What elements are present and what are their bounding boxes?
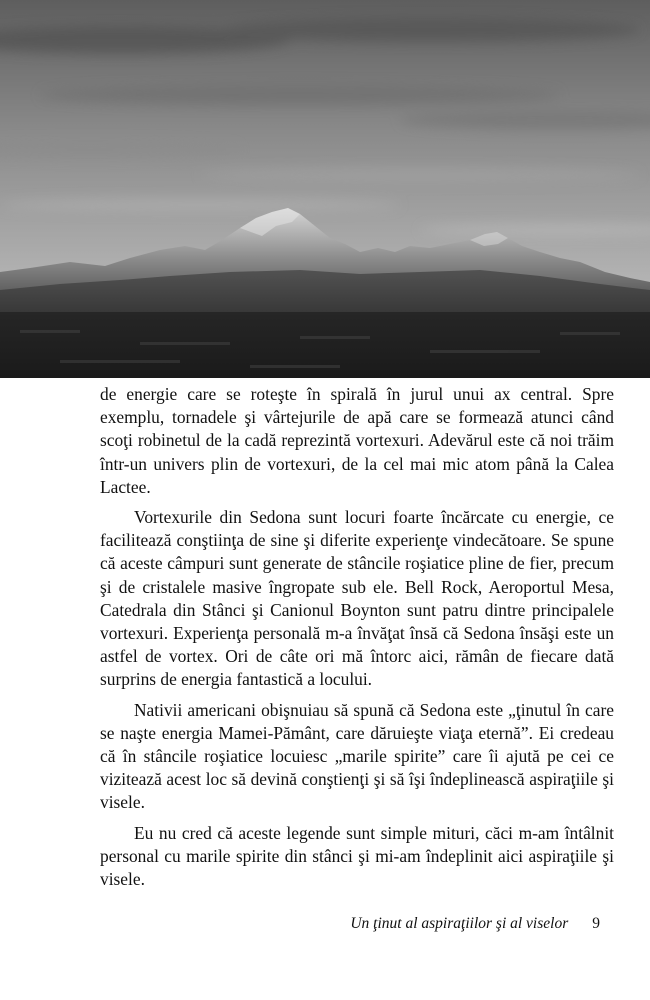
paragraph-continuation: de energie care se roteşte în spirală în jurul unui ax central. Spre exemplu, tornadele şi vârtejurile de apă care se formează atunci când scoţi robinetul de la cadă reprezintă vortexuri. Adevărul este că noi trăim într-un univers plin de vortexuri, de la cel mai mic atom până la Calea Lactee. xyxy=(100,384,614,497)
valley-ground xyxy=(0,312,650,378)
body-text xyxy=(100,383,614,898)
paragraph-native-americans: Nativii americani obişnuiau să spună că Sedona este „ţinutul în care se naşte energia Mamei-Pământ, care dăruieşte viaţa eternă”. Ei credeau că în stâncile roşiatice locuiesc „marile spirite” care îi ajută pe cei ce vizitează acest loc să devină conştienţi şi să îşi îndeplinească aspiraţiile şi visele. xyxy=(100,699,614,813)
page-footer xyxy=(100,914,600,934)
running-title: Un ţinut al aspiraţiilor şi al viselor xyxy=(350,915,569,932)
mountain-landscape-photo xyxy=(0,0,650,378)
paragraph-vortexes-sedona: Vortexurile din Sedona sunt locuri foarte încărcate cu energie, ce facilitează conştiinţa de sine şi diferite experienţe vindecătoare. Se spune că aceste câmpuri sunt generate de stâncile roşiatice pline de fier, precum şi de cristalele masive îngropate sub ele. Bell Rock, Aeroportul Mesa, Catedrala din Stânci şi Canionul Boynton sunt patru dintre principalele vortexuri. Experienţa personală m-a învăţat însă că Sedona însăşi este un astfel de vortex. Ori de câte ori mă întorc aici, rămân de fiecare dată surprins de energia fantastică a locului. xyxy=(100,507,614,690)
page-number: 9 xyxy=(592,915,600,932)
photo-graphic xyxy=(0,0,650,378)
paragraph-legends: Eu nu cred că aceste legende sunt simple mituri, căci m-am întâlnit personal cu marile spirite din stânci şi mi-am îndeplinit aici aspiraţiile şi visele. xyxy=(100,822,614,890)
